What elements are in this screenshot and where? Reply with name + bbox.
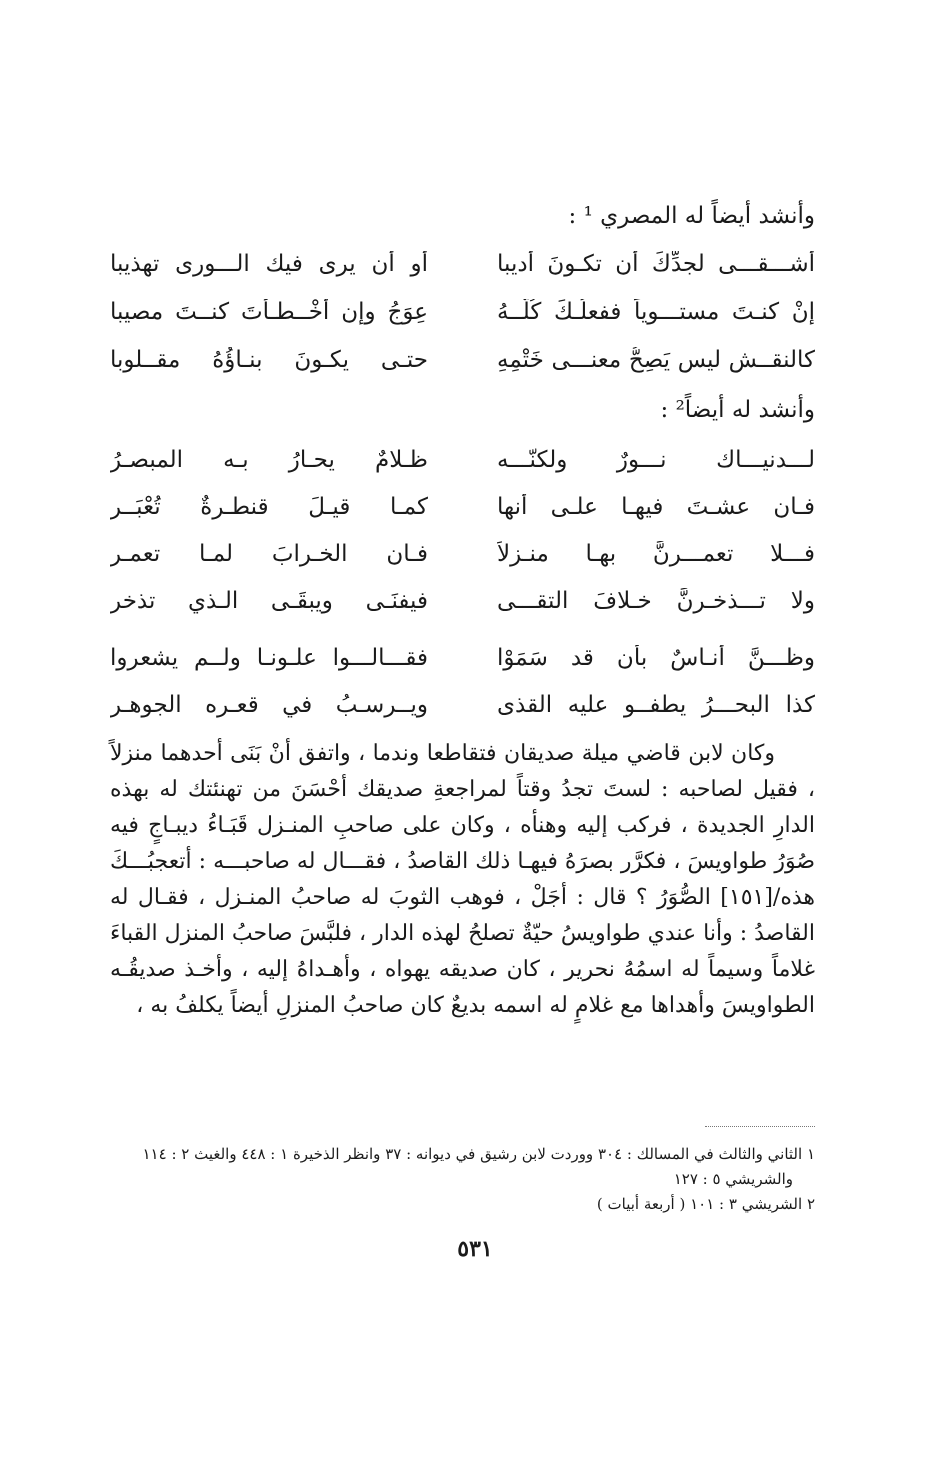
poem2-verse: [110, 577, 815, 624]
hemistich-right: أشـــقـــى لجدِّكَ أن تكـونَ أديبا: [497, 251, 815, 277]
poem2-verse: [110, 483, 815, 530]
footnote-divider: [705, 1126, 815, 1127]
hemistich-left: ظـلامٌ يحـارُ بـه المبصـرُ: [110, 446, 428, 473]
hemistich-left: حتـى يكـونَ بنـاؤُهُ مقــلوبا: [110, 347, 428, 373]
hemistich-right: فـان عشـتَ فيهـا علـى أنها: [497, 493, 815, 520]
stanza-gap: [110, 624, 815, 634]
poem2-verse: [110, 634, 815, 681]
hemistich-right: وظـــنَّ أنـاسٌ بأن قد سَمَوْا: [497, 644, 815, 671]
poem2-verse: [110, 530, 815, 577]
hemistich-left: فيفنَـى ويبقَـى الـذي تذخر: [110, 587, 428, 614]
poem2-verse: [110, 436, 815, 483]
hemistich-left: كمـا قيـلَ قنطـرةٌ تُعْبَــر: [110, 493, 428, 520]
footnote-1: ١ الثاني والثالث في المسالك : ٣٠٤ ووردت لابن رشيق في ديوانه : ٣٧ وانظر الذخيرة ١ : ٤٤٨ والغيث ٢ : ١١٤: [142, 1145, 815, 1163]
hemistich-right: لـــدنيـــاك نـــورٌ ولكنّـــه: [497, 446, 815, 473]
poem1: [110, 240, 815, 384]
prose-paragraph: وكان لابن قاضي ميلة صديقان فتقاطعا وندما ، واتفق أنْ بَنَى أحدهما منزلاً ، فقيل لصاحبه : لستَ تجدُ وقتاً لمراجعةِ صديقك أحْسَنَ من تهنئتك له بهذه الدارِ الجديدة ، فركب إليه وهنأه ، وكان على صاحبِ المنـزل قَبَـاءُ ديبـاجٍ فيه صُوَرُ طواويسَ ، فكرَّر بصرَهُ فيهـا ذلك القاصدُ ، فقـــال له صاحبـــه : أتعجبُـــكَ هذه/[١٥١] الصُّوَرُ ؟ قال : أجَلْ ، فوهب الثوبَ له صاحبُ المنـزل ، فقـال له القاصدُ : وأنا عندي طواويسُ حيّةٌ تصلحُ لهذه الدار ، فلبَّسَ صاحبُ المنزل القباءَ غلاماً وسيماً له اسمُهُ نحرير ، كان صديقه يهواه ، وأهـداهُ إليه ، وأخـذ صديقُـه الطواويسَ وأهداها مع غلامٍ له اسمه بديعٌ كان صاحبُ المنزلِ أيضاً يكلفُ به ،: [110, 741, 815, 1018]
poem2: [110, 436, 815, 728]
hemistich-left: ويــرسـبُ في قعـره الجوهـر: [110, 691, 428, 718]
footnotes: [110, 1142, 815, 1217]
hemistich-right: كذا البحـــرُ يطفــو عليه القذى: [497, 691, 815, 718]
hemistich-left: عِوَجُ وإن أخْــطـأتَ كنــتَ مصيبا: [110, 299, 428, 325]
poem1-verse: [110, 336, 815, 384]
page-body: [110, 196, 815, 1024]
prose-section: [110, 736, 815, 1024]
poem1-verse: [110, 288, 815, 336]
hemistich-left: فـان الخـرابَ لمـا تعمـر: [110, 540, 428, 567]
poem2-intro: وأنشد له أيضاً² :: [660, 397, 815, 423]
hemistich-right: ولا تـــذخـرنَّ خـلافَ التقـــى: [497, 587, 815, 614]
hemistich-left: أو أن يرى فيك الـــورى تهذيبا: [110, 251, 428, 277]
poem1-verse: [110, 240, 815, 288]
page-number: ٥٣١: [457, 1236, 493, 1262]
footnote-1-continued: والشريشي ٥ : ١٢٧: [673, 1170, 793, 1188]
footnote-2: ٢ الشريشي ٣ : ١٠١ ( أربعة أبيات ): [596, 1195, 815, 1213]
poem2-verse: [110, 681, 815, 728]
hemistich-left: فقـــالـــوا علـونـا ولــم يشعروا: [110, 644, 428, 671]
poem1-intro: وأنشد أيضاً له المصري ¹ :: [568, 203, 815, 229]
hemistich-right: فـــلا تعمـــرنَّ بهـا منـزلاً: [497, 540, 815, 567]
hemistich-right: كالنقــشِ ليس يَصِحُّ معنـــى خَتْمِهِ: [497, 347, 815, 373]
hemistich-right: إنْ كنـتَ مستـــوياً ففعلُـكَ كُلُّــهُ: [497, 299, 815, 325]
